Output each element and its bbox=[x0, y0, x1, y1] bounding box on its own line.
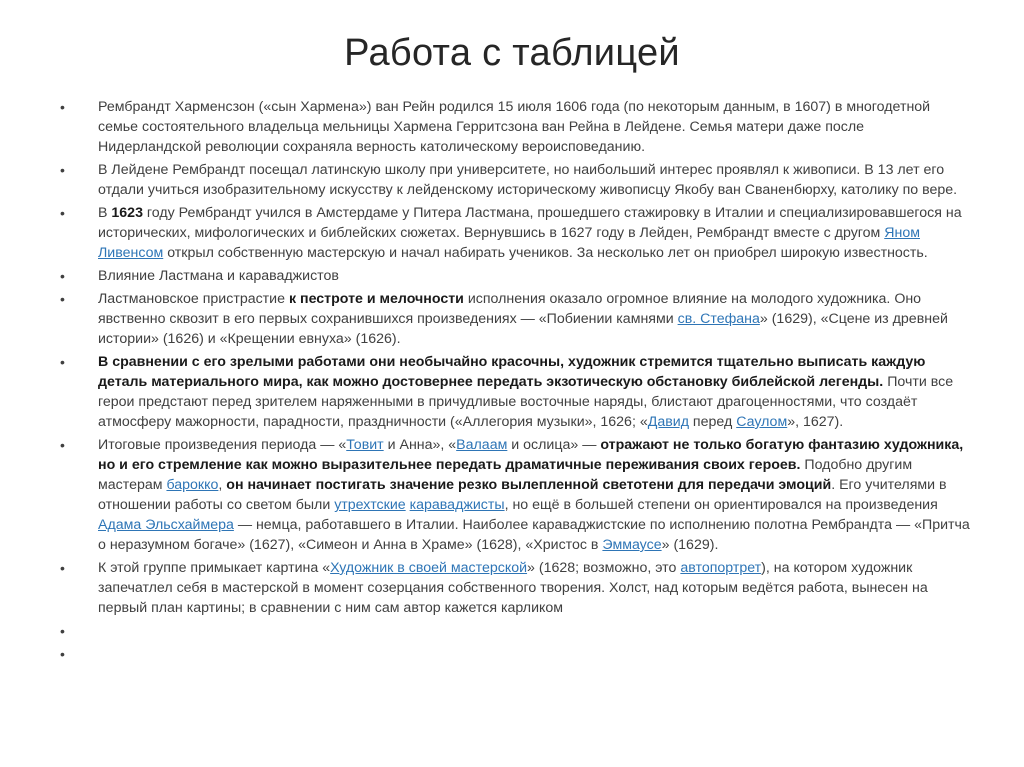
bullet-item bbox=[58, 621, 970, 641]
text-link[interactable]: барокко bbox=[166, 477, 219, 493]
text-link[interactable]: Товит bbox=[346, 437, 384, 453]
body-text: Подобно другим мастерам bbox=[98, 457, 913, 493]
bullet-item bbox=[58, 289, 970, 349]
bullet-list bbox=[58, 97, 970, 667]
text-link[interactable]: Валаам bbox=[456, 437, 508, 453]
body-text: и Анна», « bbox=[383, 437, 457, 453]
body-text: году Рембрандт учился в Амстердаме у Питера Ластмана, прошедшего стажировку в Италии и специализировавшегося на исторических, мифологических и библейских сюжетах. Вернувшись в 1627 году в Лейден, Рембрандт вместе с другом bbox=[98, 205, 962, 241]
body-text: В Лейдене Рембрандт посещал латинскую школу при университете, но наибольший интерес проявлял к живописи. В 13 лет его отдали учиться изобразительному искусству к лейденскому историческому живописцу Якобу ван Сваненбюрху, католику по вере. bbox=[98, 162, 958, 198]
body-text: Рембрандт Харменсзон («сын Хармена») ван Рейн родился 15 июля 1606 года (по некоторым данным, в 1607) в многодетной семье состоятельного владельца мельницы Хармена Герритсзона ван Рейна в Лейдене. Семья матери даже после Нидерландской революции сохраняла верность католическому вероисповеданию. bbox=[98, 99, 931, 155]
body-text: , bbox=[218, 477, 227, 493]
bold-text: к пестроте и мелочности bbox=[288, 291, 464, 307]
slide-title: Работа с таблицей bbox=[344, 32, 680, 74]
body-text: В bbox=[98, 205, 112, 221]
bullet-item bbox=[58, 160, 970, 200]
text-link[interactable]: Адама Эльсхаймера bbox=[98, 517, 234, 533]
body-text: , но ещё в большей степени он ориентировался на произведения bbox=[504, 497, 938, 513]
body-text: Влияние Ластмана и караваджистов bbox=[98, 268, 339, 284]
body-text: » (1628; возможно, это bbox=[527, 560, 681, 576]
body-text: Почти все герои предстают перед зрителем наряженными в причудливые восточные наряды, блистают драгоценностями, что создаёт атмосферу мажорности, парадности, праздничности («Аллегория музыки», 1626; « bbox=[98, 374, 954, 430]
text-link[interactable]: утрехтские bbox=[334, 497, 406, 513]
text-link[interactable]: автопортрет bbox=[680, 560, 762, 576]
body-text: перед bbox=[688, 414, 737, 430]
text-link[interactable]: Яном Ливенсом bbox=[98, 225, 920, 261]
body-text: . Его учителями в отношении работы со светом были bbox=[98, 477, 947, 513]
body-text: Ластмановское пристрастие bbox=[98, 291, 289, 307]
bullet-item bbox=[58, 644, 970, 664]
body-text: », 1627). bbox=[787, 414, 844, 430]
bullet-item bbox=[58, 352, 970, 432]
body-text: открыл собственную мастерскую и начал набирать учеников. За несколько лет он приобрел широкую известность. bbox=[163, 245, 928, 261]
body-text: К этой группе примыкает картина « bbox=[98, 560, 331, 576]
body-text: » (1629). bbox=[661, 537, 719, 553]
body-text: — немца, работавшего в Италии. Наиболее караваджистские по исполнению полотна Рембрандта — «Притча о неразумном богаче» (1627), «Симеон и Анна в Храме» (1628), «Христос в bbox=[98, 517, 970, 553]
bullet-item bbox=[58, 203, 970, 263]
text-link[interactable]: Художник в своей мастерской bbox=[330, 560, 528, 576]
text-link[interactable]: Эммаусе bbox=[602, 537, 662, 553]
bullet-item bbox=[58, 266, 970, 286]
text-link[interactable]: Давид bbox=[647, 414, 689, 430]
bold-text: он начинает постигать значение резко вылепленной светотени для передачи эмоций bbox=[226, 477, 832, 493]
body-text: исполнения оказало огромное влияние на молодого художника. Оно явственно сквозит в его первых сохранившихся произведениях — «Побиении камнями bbox=[98, 291, 922, 327]
bold-text: 1623 bbox=[111, 205, 143, 221]
body-text: Итоговые произведения периода — « bbox=[98, 437, 347, 453]
text-link[interactable]: Саулом bbox=[736, 414, 788, 430]
body-text: ), на котором художник запечатлел себя в мастерской в момент созерцания собственного творения. Холст, над которым ведётся работа, вынесен на первый план картины; в сравнении с ним сам автор кажется карликом bbox=[98, 560, 928, 616]
bullet-item bbox=[58, 97, 970, 157]
bold-text: В сравнении с его зрелыми работами они необычайно красочны, художник стремится тщательно выписать каждую деталь материального мира, как можно достовернее передать экзотическую обстановку библейской легенды. bbox=[98, 354, 926, 390]
text-link[interactable]: караваджисты bbox=[409, 497, 505, 513]
bold-text: отражают не только богатую фантазию художника, но и его стремление как можно выразительнее передать драматичные переживания своих героев. bbox=[98, 437, 964, 473]
text-link[interactable]: св. Стефана bbox=[677, 311, 760, 327]
body-text: » (1629), «Сцене из древней истории» (1626) и «Крещении евнуха» (1626). bbox=[98, 311, 948, 347]
bullet-item bbox=[58, 558, 970, 618]
bullet-item bbox=[58, 435, 970, 555]
body-text: и ослица» — bbox=[507, 437, 601, 453]
